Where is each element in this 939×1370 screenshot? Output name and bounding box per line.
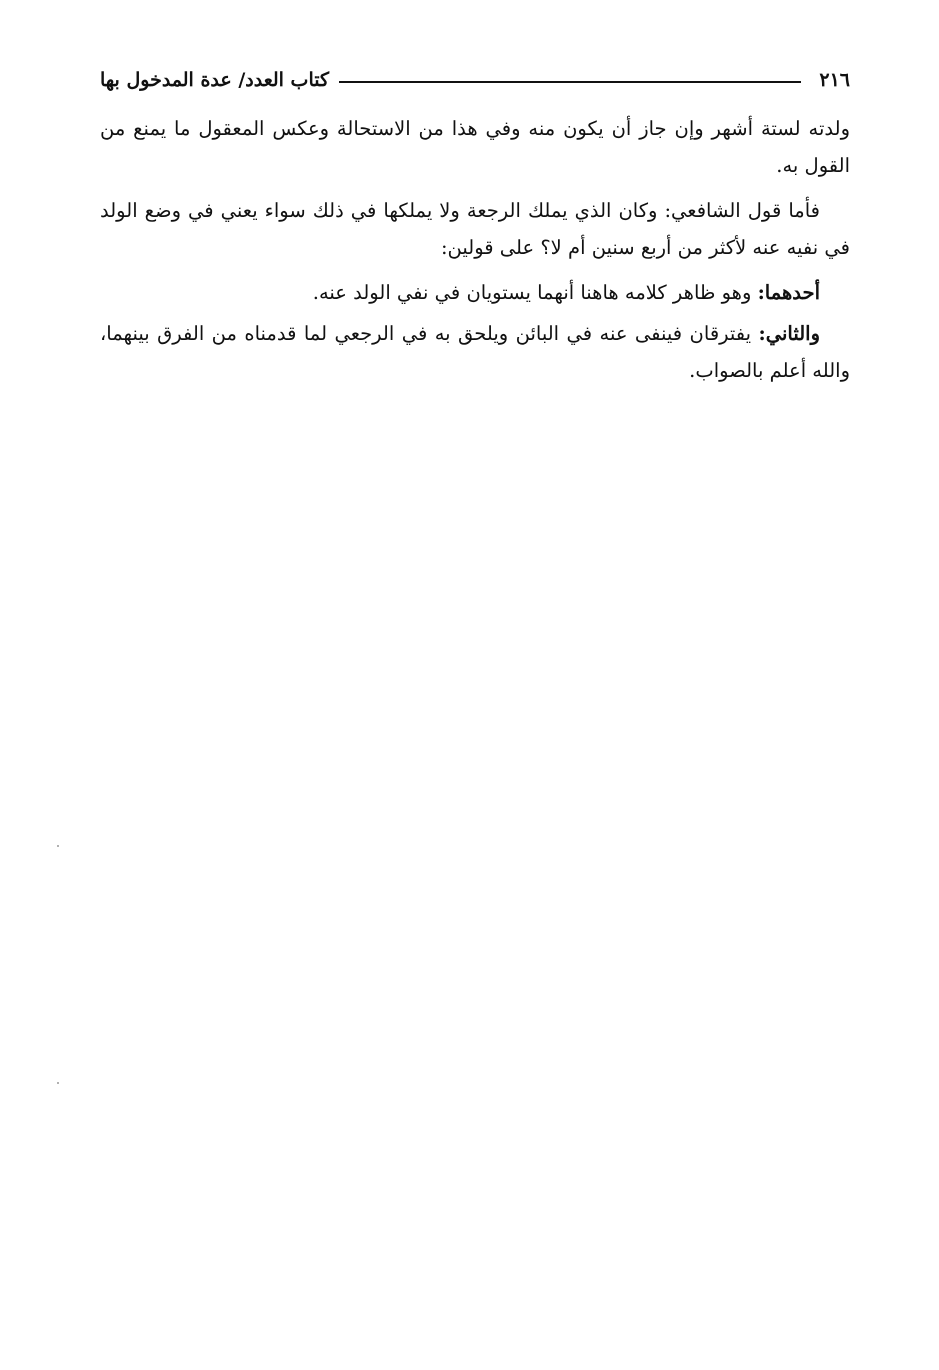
scan-speck (57, 1082, 59, 1084)
paragraph-text: وهو ظاهر كلامه هاهنا أنهما يستويان في نفي الولد عنه. (312, 281, 758, 304)
paragraph-lead: أحدهما: (757, 281, 820, 304)
paragraph-shafii-quote (100, 192, 850, 266)
paragraph-lead: والثاني: (758, 322, 820, 345)
paragraph-first-opinion (100, 274, 850, 311)
paragraph-text: فأما قول الشافعي: وكان الذي يملك الرجعة ولا يملكها في ذلك سواء يعني في وضع الولد في نفيه عنه لأكثر من أربع سنين أم لا؟ على قولين: (100, 199, 850, 259)
running-header (100, 62, 850, 98)
header-rule (339, 81, 801, 83)
paragraph-text: ولدته لستة أشهر وإن جاز أن يكون منه وفي هذا من الاستحالة وعكس المعقول ما يمنع من القول به. (100, 117, 850, 177)
body-text (100, 110, 850, 397)
running-title: كتاب العدد/ عدة المدخول بها (100, 69, 330, 91)
page-number: ٢١٦ (819, 69, 850, 91)
paragraph-continuation (100, 110, 850, 184)
scan-speck (57, 845, 59, 847)
paragraph-text: يفترقان فينفى عنه في البائن ويلحق به في الرجعي لما قدمناه من الفرق بينهما، والله أعلم بالصواب. (100, 322, 850, 382)
paragraph-second-opinion (100, 315, 850, 389)
